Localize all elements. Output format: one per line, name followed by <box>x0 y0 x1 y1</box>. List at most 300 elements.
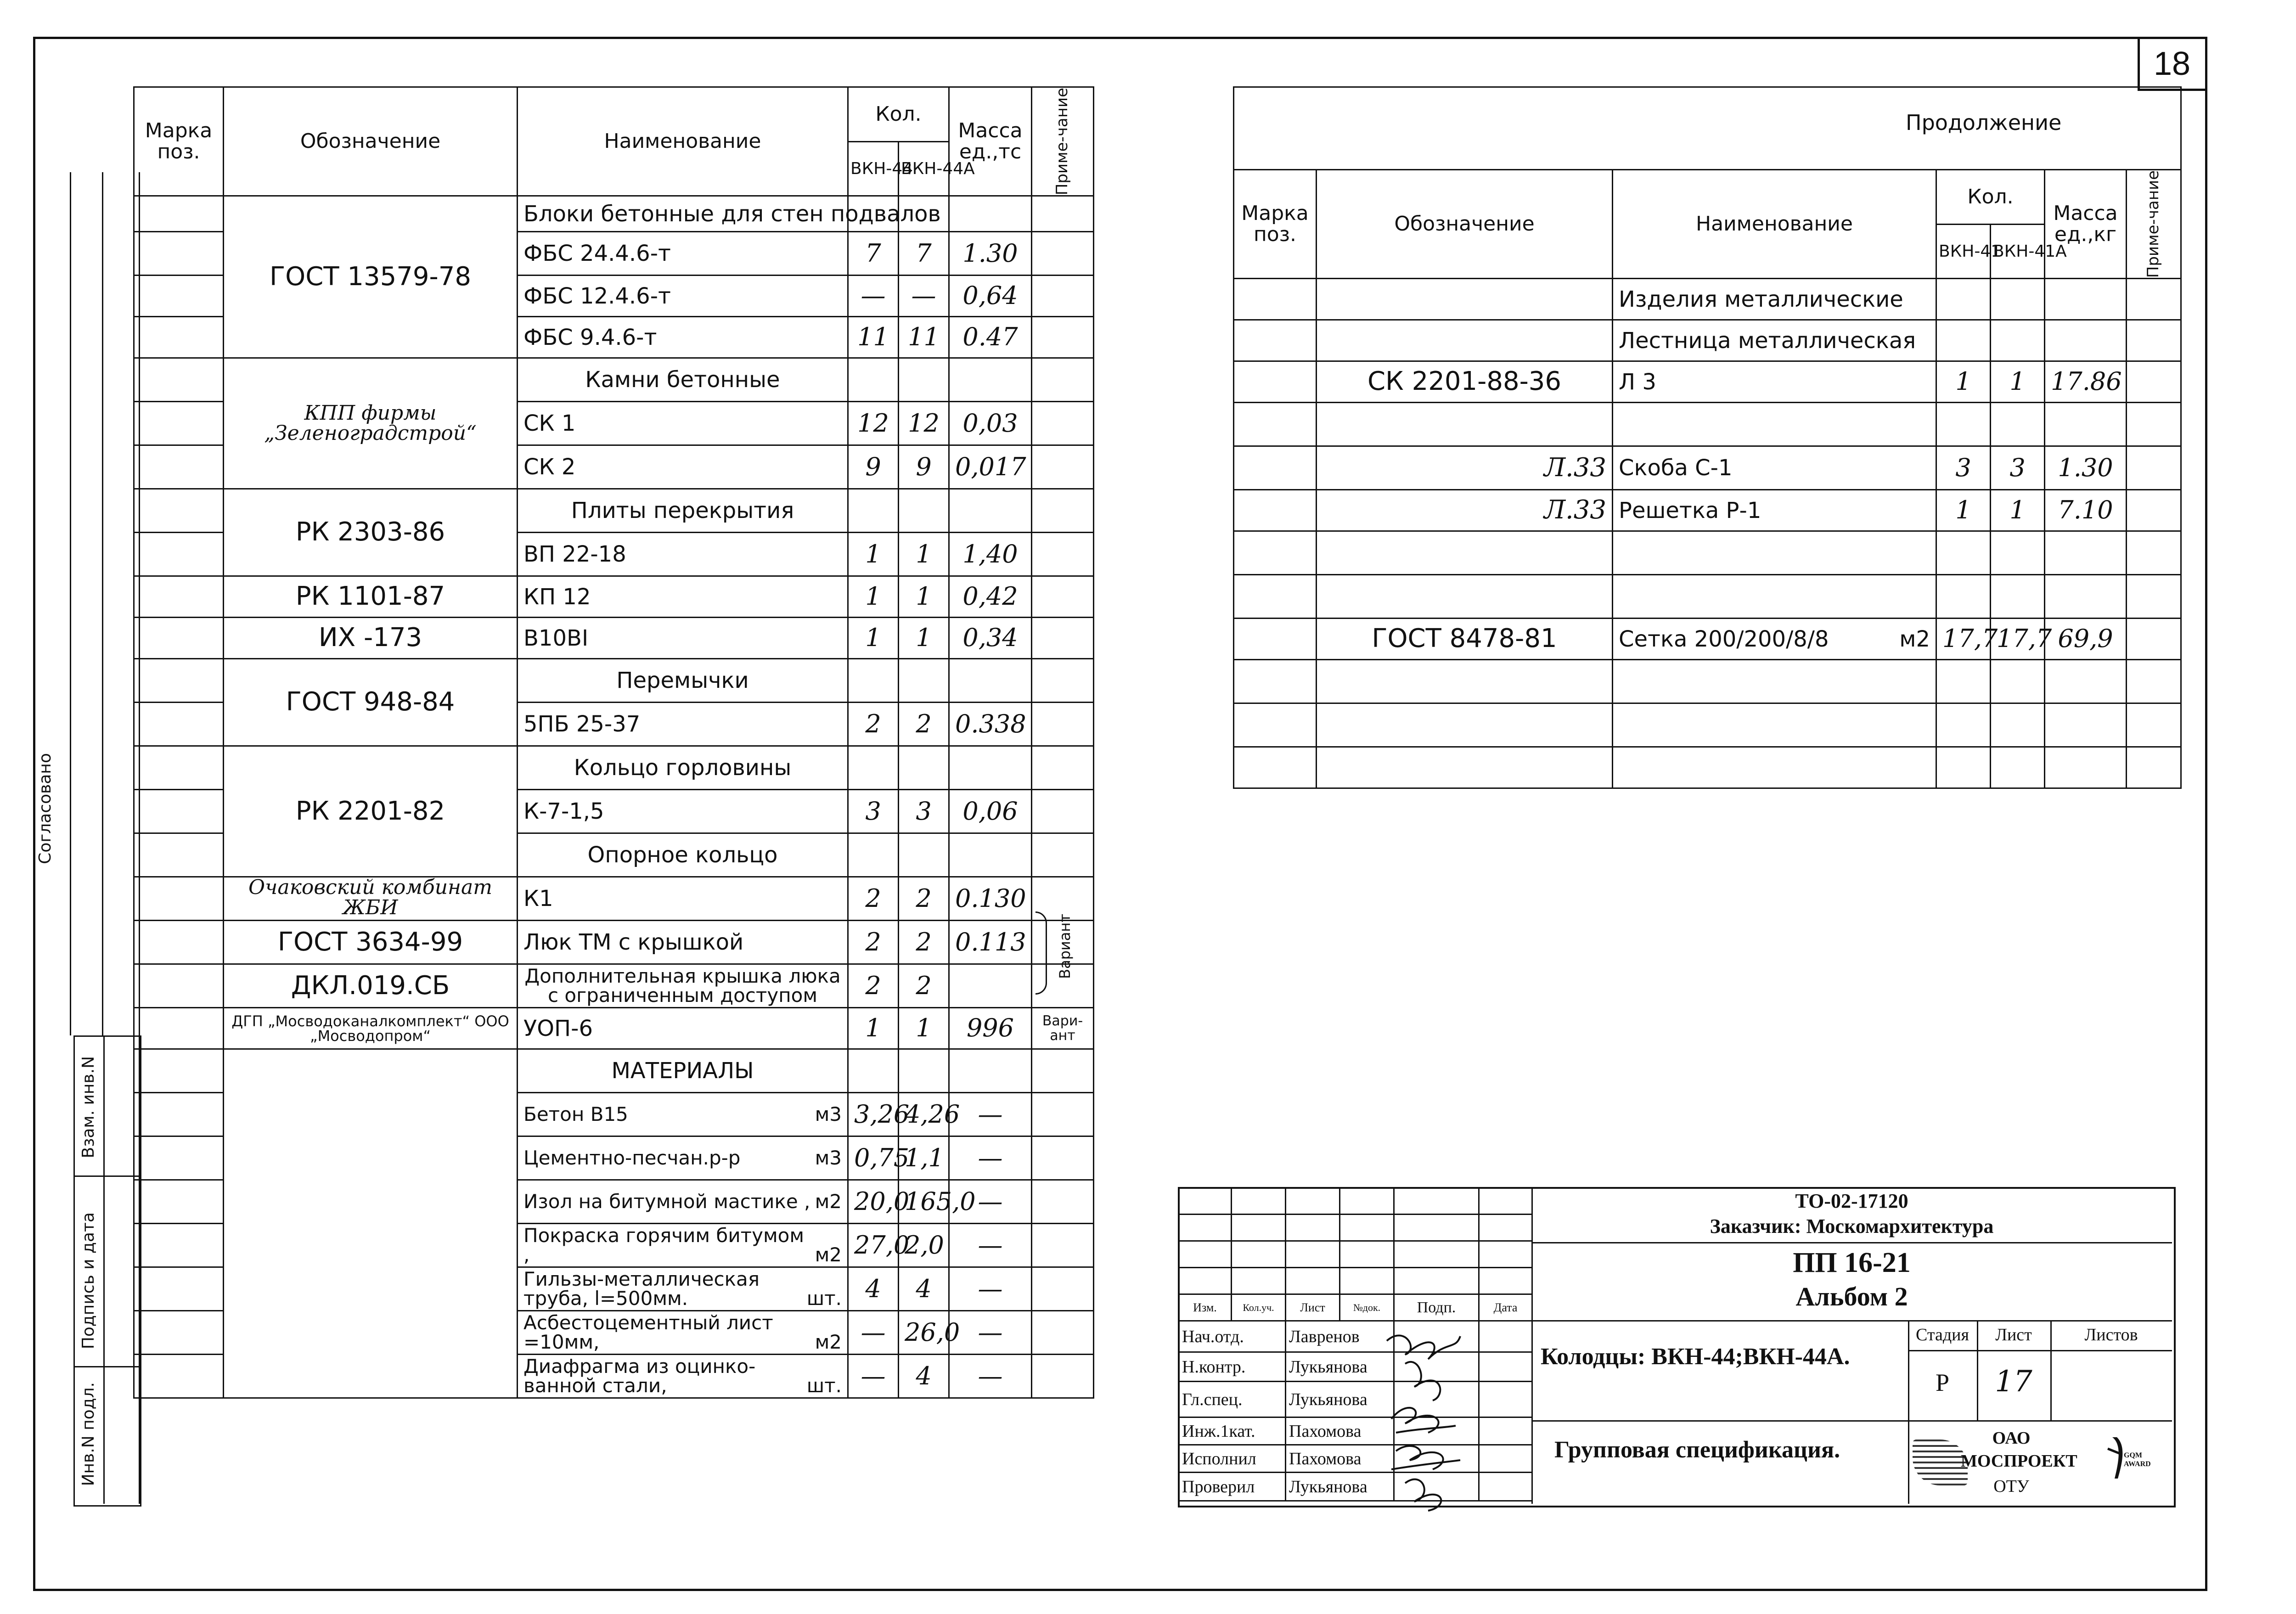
mass-cell: — <box>949 1224 1032 1267</box>
qty-b-cell <box>1991 320 2045 361</box>
mass-cell: 7.10 <box>2045 490 2127 531</box>
mark-cell <box>134 196 224 232</box>
role-row <box>1179 1321 1532 1352</box>
mass-cell: 0,017 <box>949 445 1032 489</box>
item-name: ФБС 9.4.6-т <box>523 324 657 350</box>
qty-a-cell: 3 <box>848 790 899 833</box>
mass-cell: 0,42 <box>949 576 1032 618</box>
qty-b-cell: 1 <box>899 618 949 659</box>
tb-divider-main <box>1531 1187 1533 1504</box>
item-name: ФБС 24.4.6-т <box>523 241 671 267</box>
qty-b-cell: 165,0 <box>899 1180 949 1224</box>
name-cell <box>518 533 848 576</box>
name-cell <box>1613 747 1936 788</box>
mark-cell <box>134 618 224 659</box>
qty-a-cell: 17,7 <box>1936 619 1991 660</box>
table-row <box>134 618 1094 659</box>
item-name: Дополнительная крышка люка с ограниченным доступом <box>524 965 841 1007</box>
mark-cell <box>134 1093 224 1136</box>
note-cell <box>2127 361 2181 403</box>
qty-a-cell: 2 <box>848 921 899 964</box>
right-spec-table <box>1233 169 2182 789</box>
mass-cell: 0.130 <box>949 877 1032 921</box>
role-label: Гл.спец. <box>1179 1382 1286 1417</box>
role-date <box>1479 1473 1532 1501</box>
name-cell <box>1613 320 1936 361</box>
header-qty-a: ВКН-44 <box>848 142 899 196</box>
designation-cell <box>224 1049 518 1398</box>
note-cell <box>2127 575 2181 619</box>
table-row <box>134 358 1094 402</box>
qty-b-cell: 1 <box>1991 361 2045 403</box>
mass-cell: 0.338 <box>949 703 1032 746</box>
table-row <box>134 576 1094 618</box>
designation-cell: ДГП „Мосводоканалкомплект“ ООО „Мосводопром“ <box>224 1008 518 1049</box>
qty-b-cell: 12 <box>899 402 949 445</box>
note-cell <box>1032 1136 1094 1180</box>
tb-col-ndok: №док. <box>1340 1294 1394 1321</box>
mass-cell: 1,40 <box>949 533 1032 576</box>
role-date <box>1479 1445 1532 1473</box>
name-cell <box>518 402 848 445</box>
mark-cell <box>134 1180 224 1224</box>
mark-cell <box>134 445 224 489</box>
mass-cell <box>949 358 1032 402</box>
mark-cell <box>134 1136 224 1180</box>
mark-cell <box>1234 660 1317 703</box>
mark-cell <box>134 964 224 1008</box>
side-stamp-line-1 <box>73 1175 139 1177</box>
table-row <box>134 1008 1094 1049</box>
qty-a-cell <box>1936 660 1991 703</box>
side-stamp-inv-sub: Взам. инв.N <box>79 1056 98 1158</box>
item-unit: м2 <box>1899 626 1930 652</box>
name-cell <box>518 232 848 276</box>
qty-a-cell: 20,0 <box>848 1180 899 1224</box>
mark-cell <box>1234 446 1317 490</box>
qty-b-cell: 1 <box>899 576 949 618</box>
designation-cell: РК 2201-82 <box>224 746 518 877</box>
note-cell <box>1032 1224 1094 1267</box>
note-cell <box>1032 489 1094 533</box>
continuation-label: Продолжение <box>1906 110 2062 135</box>
role-label: Инж.1кат. <box>1179 1417 1286 1445</box>
role-name: Лукьянова <box>1286 1352 1394 1382</box>
item-name: Диафрагма из оцинко-ванной стали, <box>523 1355 756 1397</box>
note-cell <box>2127 320 2181 361</box>
item-name: ФБС 12.4.6-т <box>523 283 671 309</box>
name-cell <box>518 1311 848 1355</box>
name-cell <box>518 576 848 618</box>
org-name-3: ОТУ <box>1993 1477 2029 1496</box>
right-header-qty-a: ВКН-41 <box>1936 224 1991 279</box>
name-wrap <box>523 1313 842 1352</box>
designation-cell: ГОСТ 8478-81 <box>1317 619 1613 660</box>
mass-cell <box>2045 279 2127 320</box>
right-header-mass: Масса ед.,кг <box>2045 170 2127 279</box>
item-name: Асбестоцементный лист =10мм, <box>523 1311 773 1354</box>
qty-a-cell: 3,26 <box>848 1093 899 1136</box>
tb-stage-head-line <box>1908 1350 2172 1351</box>
designation-cell: Очаковский комбинат ЖБИ <box>224 877 518 921</box>
mark-cell <box>134 276 224 317</box>
left-spec-table <box>133 86 1094 1399</box>
right-header-qty-b: ВКН-41А <box>1991 224 2045 279</box>
role-row <box>1179 1445 1532 1473</box>
qty-b-cell <box>1991 279 2045 320</box>
roles-body <box>1179 1321 1532 1501</box>
qty-a-cell <box>848 489 899 533</box>
section-heading: Камни бетонные <box>585 367 780 393</box>
item-name: СК 2 <box>523 454 576 480</box>
item-unit: м3 <box>815 1147 842 1170</box>
name-cell <box>1613 490 1936 531</box>
qty-b-cell: 1,1 <box>899 1136 949 1180</box>
mass-cell: 17.86 <box>2045 361 2127 403</box>
qty-a-cell <box>1936 320 1991 361</box>
table-row <box>134 921 1094 964</box>
item-name: В10ВI <box>523 625 589 651</box>
tb-stage: Р <box>1935 1369 1950 1396</box>
qty-b-cell: 1 <box>899 1008 949 1049</box>
qty-a-cell <box>1936 531 1991 575</box>
role-label: Исполнил <box>1179 1445 1286 1473</box>
mark-cell <box>134 1311 224 1355</box>
qty-b-cell: 2 <box>899 964 949 1008</box>
designation-cell <box>1317 703 1613 747</box>
name-wrap <box>523 1105 842 1124</box>
qty-a-cell: 2 <box>848 703 899 746</box>
left-table-body <box>134 196 1094 1398</box>
mark-cell <box>134 921 224 964</box>
note-cell <box>1032 196 1094 232</box>
section-heading: Блоки бетонные для стен подвалов <box>523 201 941 227</box>
mass-cell <box>949 746 1032 790</box>
qty-a-cell: 12 <box>848 402 899 445</box>
role-label: Нач.отд. <box>1179 1321 1286 1352</box>
mass-cell <box>949 659 1032 703</box>
designation-cell: РК 2303-86 <box>224 489 518 576</box>
role-name: Пахомова <box>1286 1417 1394 1445</box>
variant-bracket <box>1035 911 1047 995</box>
qty-b-cell: 1 <box>899 533 949 576</box>
right-header-qty: Кол. <box>1936 170 2045 225</box>
mass-cell: — <box>949 1093 1032 1136</box>
side-stamp-sign-date: Подпись и дата <box>79 1212 98 1350</box>
mark-cell <box>134 1355 224 1398</box>
role-date <box>1479 1352 1532 1382</box>
name-cell <box>518 1093 848 1136</box>
name-cell <box>518 276 848 317</box>
qty-b-cell <box>1991 531 2045 575</box>
qty-a-cell <box>848 659 899 703</box>
item-name: Скоба С-1 <box>1619 455 1733 481</box>
qty-b-cell <box>1991 747 2045 788</box>
table-row <box>134 489 1094 533</box>
name-cell <box>518 1355 848 1398</box>
qty-a-cell: 1 <box>848 533 899 576</box>
mark-cell <box>134 790 224 833</box>
item-name: Цементно-песчан.р-р <box>523 1147 741 1170</box>
note-cell <box>1032 1311 1094 1355</box>
note-cell <box>1032 1093 1094 1136</box>
mass-cell <box>2045 660 2127 703</box>
qty-a-cell <box>848 746 899 790</box>
item-name: ВП 22-18 <box>523 541 626 568</box>
mark-cell <box>1234 703 1317 747</box>
section-heading: Опорное кольцо <box>587 842 778 868</box>
qty-a-cell <box>848 833 899 877</box>
note-cell <box>1032 833 1094 877</box>
name-wrap <box>523 1148 842 1168</box>
qty-b-cell <box>899 659 949 703</box>
mark-cell <box>1234 575 1317 619</box>
tb-col-podp: Подп. <box>1394 1294 1479 1321</box>
qty-b-cell: 17,7 <box>1991 619 2045 660</box>
mass-cell: — <box>949 1267 1032 1311</box>
name-cell <box>518 489 848 533</box>
section-heading: Плиты перекрытия <box>571 498 794 524</box>
tb-album: Альбом 2 <box>1795 1282 1908 1311</box>
note-cell <box>1032 232 1094 276</box>
item-unit: шт. <box>806 1287 842 1310</box>
name-cell <box>518 964 848 1008</box>
tb-sheet: 17 <box>1995 1365 2032 1399</box>
note-cell <box>1032 402 1094 445</box>
name-cell <box>518 877 848 921</box>
item-unit: шт. <box>806 1374 842 1397</box>
qty-a-cell <box>1936 747 1991 788</box>
item-name: Изол на битумной мастике , <box>523 1190 810 1213</box>
tb-doc-title: Групповая спецификация. <box>1554 1437 1840 1463</box>
item-name: Люк ТМ с крышкой <box>523 929 744 956</box>
qty-a-cell <box>1936 279 1991 320</box>
role-date <box>1479 1382 1532 1417</box>
note-cell <box>2127 490 2181 531</box>
mark-cell <box>134 317 224 358</box>
mark-cell <box>1234 531 1317 575</box>
designation-cell: ДКЛ.019.СБ <box>224 964 518 1008</box>
qty-b-cell: 1 <box>1991 490 2045 531</box>
note-cell <box>1032 358 1094 402</box>
mass-cell: 0,64 <box>949 276 1032 317</box>
name-cell <box>518 445 848 489</box>
qty-a-cell <box>1936 575 1991 619</box>
org-name-1: ОАО <box>1992 1428 2031 1448</box>
section-heading: МАТЕРИАЛЫ <box>611 1058 754 1084</box>
item-unit: м2 <box>815 1243 842 1266</box>
item-name: СК 1 <box>523 411 576 437</box>
qty-b-cell <box>899 489 949 533</box>
designation-cell: СК 2201-88-36 <box>1317 361 1613 403</box>
qty-b-cell: 2,0 <box>899 1224 949 1267</box>
mass-cell: 0,03 <box>949 402 1032 445</box>
note-cell <box>1032 1180 1094 1224</box>
mark-cell <box>134 1008 224 1049</box>
mass-cell <box>2045 575 2127 619</box>
qty-b-cell <box>899 746 949 790</box>
mass-cell: 996 <box>949 1008 1032 1049</box>
role-date <box>1479 1417 1532 1445</box>
page-number: 18 <box>2153 45 2191 82</box>
table-row <box>1234 403 2181 446</box>
qty-b-cell: 2 <box>899 703 949 746</box>
name-cell <box>518 921 848 964</box>
right-header-note-cell <box>2127 170 2181 279</box>
tb-divider-stage <box>1908 1320 1909 1504</box>
designation-cell: ГОСТ 13579-78 <box>224 196 518 358</box>
designation-cell: Л.33 <box>1317 490 1613 531</box>
designation-cell: КПП фирмы „Зеленоградстрой“ <box>224 358 518 489</box>
item-name: КП 12 <box>523 584 591 610</box>
mark-cell <box>1234 403 1317 446</box>
designation-cell <box>1317 531 1613 575</box>
mark-cell <box>1234 747 1317 788</box>
qty-b-cell <box>1991 403 2045 446</box>
tb-line-1 <box>1531 1242 2172 1243</box>
mass-cell: 0.113 <box>949 921 1032 964</box>
qty-a-cell <box>1936 703 1991 747</box>
header-designation: Обозначение <box>224 87 518 196</box>
qty-b-cell: 26,0 <box>899 1311 949 1355</box>
name-cell <box>518 1008 848 1049</box>
mass-cell: — <box>949 1311 1032 1355</box>
mass-cell <box>2045 747 2127 788</box>
mark-cell <box>134 877 224 921</box>
note-cell <box>1032 276 1094 317</box>
mark-cell <box>134 402 224 445</box>
qty-a-cell: 3 <box>1936 446 1991 490</box>
name-wrap <box>523 1357 842 1395</box>
item-unit: м3 <box>815 1103 842 1126</box>
qty-b-cell <box>1991 575 2045 619</box>
header-name: Наименование <box>518 87 848 196</box>
role-date <box>1479 1321 1532 1352</box>
qty-b-cell: 4 <box>899 1267 949 1311</box>
title-block-revisions <box>1178 1187 1533 1322</box>
tb-line-2 <box>1531 1320 2172 1322</box>
table-row <box>134 877 1094 921</box>
item-name: Покраска горячим битумом , <box>523 1224 805 1266</box>
item-name: Бетон В15 <box>523 1103 628 1126</box>
qty-b-cell: 2 <box>899 877 949 921</box>
item-name: Гильзы-металлическая труба, l=500мм. <box>523 1268 760 1310</box>
mark-cell <box>134 746 224 790</box>
name-cell <box>1613 361 1936 403</box>
name-cell <box>518 1267 848 1311</box>
note-cell <box>2127 747 2181 788</box>
name-cell <box>518 317 848 358</box>
item-name: Сетка 200/200/8/8 <box>1619 626 1829 652</box>
header-note-cell <box>1032 87 1094 196</box>
qty-b-cell <box>899 1049 949 1093</box>
tb-code: ТО-02-17120 <box>1795 1190 1908 1212</box>
qty-b-cell: 4 <box>899 1355 949 1398</box>
qty-a-cell: 1 <box>848 576 899 618</box>
designation-cell <box>1317 279 1613 320</box>
title-block-roles <box>1178 1320 1533 1502</box>
qty-a-cell <box>848 1049 899 1093</box>
mass-cell <box>949 196 1032 232</box>
designation-cell <box>1317 660 1613 703</box>
role-name: Лукьянова <box>1286 1473 1394 1501</box>
role-row <box>1179 1352 1532 1382</box>
note-cell <box>1032 445 1094 489</box>
qty-a-cell: 11 <box>848 317 899 358</box>
note-cell <box>2127 531 2181 575</box>
tb-sheets-label: Листов <box>2084 1325 2138 1344</box>
name-cell <box>1613 619 1936 660</box>
designation-cell: ИХ -173 <box>224 618 518 659</box>
table-row <box>1234 747 2181 788</box>
award-text: GQM AWARD <box>2124 1451 2151 1468</box>
item-name: 5ПБ 25-37 <box>523 711 641 737</box>
note-cell <box>1032 746 1094 790</box>
table-row <box>134 746 1094 790</box>
header-note: Приме-чание <box>1053 88 1072 196</box>
role-row <box>1179 1382 1532 1417</box>
role-label: Н.контр. <box>1179 1352 1286 1382</box>
name-cell <box>518 659 848 703</box>
name-wrap <box>523 1270 842 1308</box>
mass-cell: — <box>949 1136 1032 1180</box>
mark-cell <box>134 703 224 746</box>
tb-sheet-label: Лист <box>1995 1325 2032 1344</box>
qty-a-cell: 4 <box>848 1267 899 1311</box>
name-cell <box>518 618 848 659</box>
qty-a-cell: 2 <box>848 877 899 921</box>
mark-cell <box>134 489 224 533</box>
qty-a-cell: 1 <box>1936 361 1991 403</box>
role-row <box>1179 1417 1532 1445</box>
item-name: Изделия металлические <box>1619 286 1903 312</box>
note-cell <box>1032 703 1094 746</box>
mark-cell <box>1234 320 1317 361</box>
side-stamp-column-1 <box>33 172 71 1035</box>
mark-cell <box>134 576 224 618</box>
qty-a-cell: 9 <box>848 445 899 489</box>
qty-a-cell <box>1936 403 1991 446</box>
side-stamp-line-2 <box>73 1366 139 1367</box>
name-cell <box>518 1049 848 1093</box>
note-cell <box>1032 618 1094 659</box>
tb-col-data: Дата <box>1479 1294 1532 1321</box>
name-cell <box>1613 403 1936 446</box>
table-row <box>134 1049 1094 1093</box>
designation-cell <box>1317 403 1613 446</box>
mass-cell <box>2045 403 2127 446</box>
qty-a-cell: 27,0 <box>848 1224 899 1267</box>
note-cell <box>2127 619 2181 660</box>
qty-b-cell: 4,26 <box>899 1093 949 1136</box>
tb-col-izm: Изм. <box>1179 1294 1232 1321</box>
name-cell <box>518 790 848 833</box>
table-row <box>1234 531 2181 575</box>
item-unit: м2 <box>815 1331 842 1354</box>
role-name: Лукьянова <box>1286 1382 1394 1417</box>
right-header-mark: Марка поз. <box>1234 170 1317 279</box>
mark-cell <box>134 533 224 576</box>
qty-a-cell: 1 <box>848 1008 899 1049</box>
mass-cell <box>2045 320 2127 361</box>
table-row <box>134 659 1094 703</box>
mass-cell: 1.30 <box>2045 446 2127 490</box>
mass-cell: 1.30 <box>949 232 1032 276</box>
mark-cell <box>134 1267 224 1311</box>
qty-b-cell: 3 <box>899 790 949 833</box>
role-name: Лавренов <box>1286 1321 1394 1352</box>
table-row <box>1234 575 2181 619</box>
